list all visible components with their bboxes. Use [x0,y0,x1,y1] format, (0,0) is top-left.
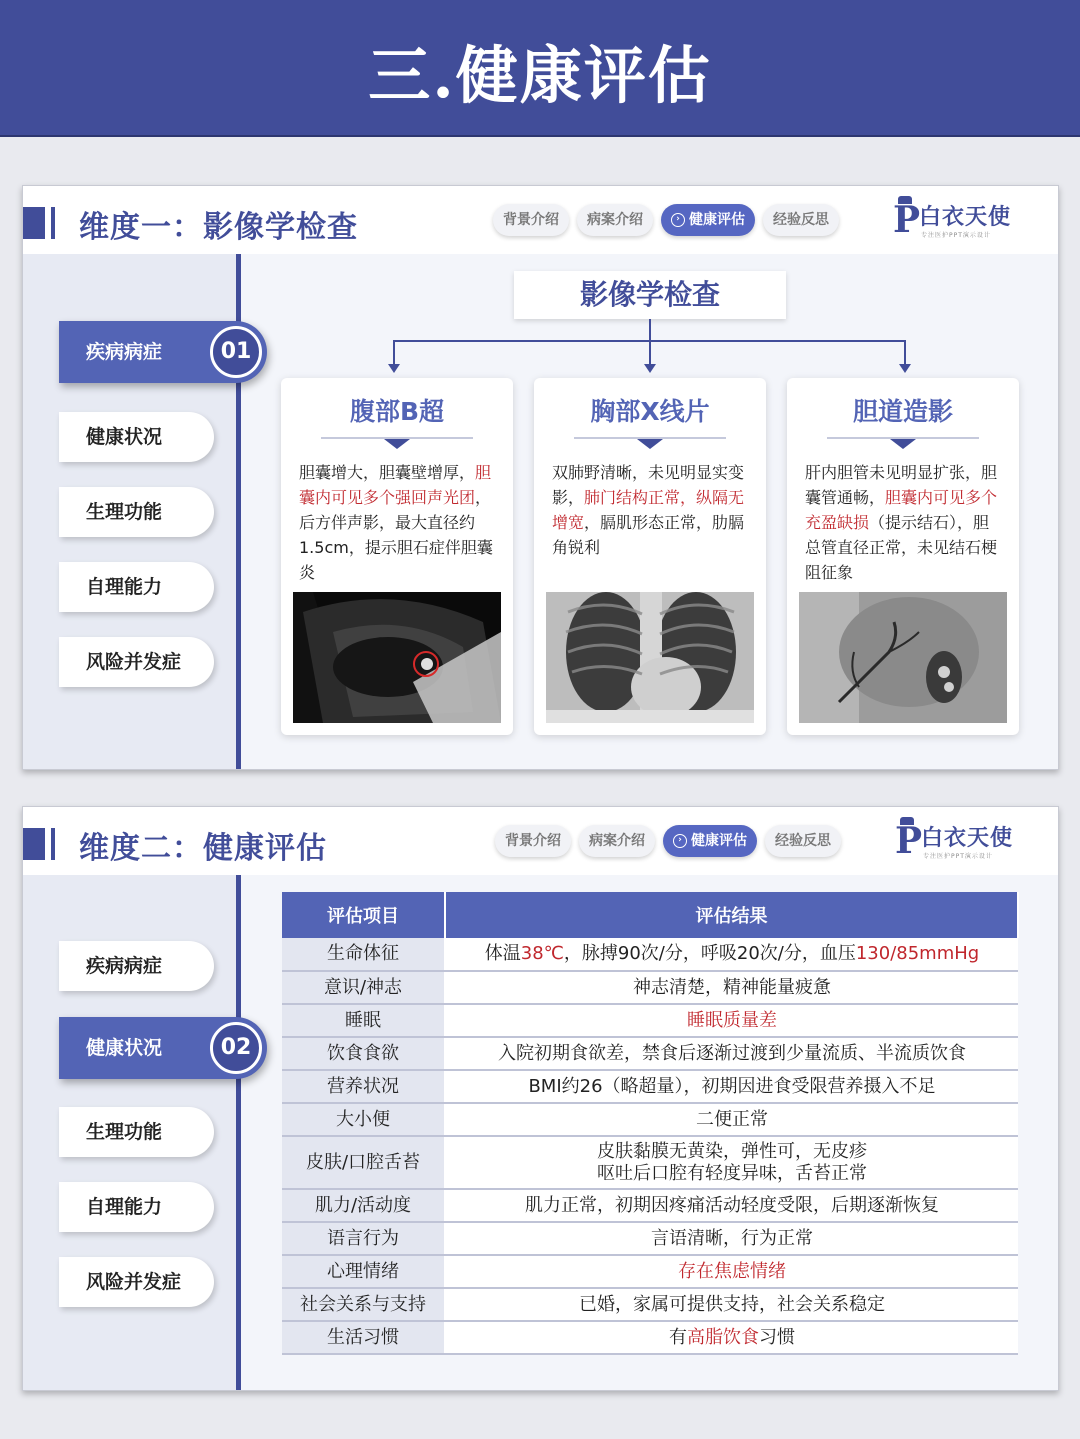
highlight-segment: 存在焦虑情绪 [678,1260,786,1282]
cell-item: 语言行为 [282,1222,445,1255]
text-segment: 体温 [484,943,521,964]
cell-result [445,1189,1018,1222]
cell-item: 心理情绪 [282,1255,445,1288]
header-accent-line [51,207,55,239]
cell-result [445,1037,1018,1070]
section-number-badge: 01 [210,326,262,378]
highlight-segment: 肺门结构正常，纵隔无增宽 [552,488,745,532]
assessment-table [282,892,1019,1355]
text-segment: 双肺野清晰，未见明显实变影， [552,463,745,507]
table-row [282,1037,1018,1070]
section-nav [495,825,841,857]
brand-logo [895,817,1025,865]
banner-title: 三.健康评估 [368,39,712,112]
text-segment: 二便正常 [696,1108,768,1130]
slide-title: 维度二：健康评估 [79,831,327,866]
card-text [299,460,499,585]
sidebar-divider [236,875,241,1390]
slide-header [23,186,1058,254]
text-segment: ，膈肌形态正常，肋膈角锐利 [552,513,745,557]
title-banner [0,0,1080,137]
nav-pill-health-assessment[interactable] [663,825,757,857]
slide-health-assessment [22,806,1059,1391]
cell-item: 皮肤/口腔舌苔 [282,1136,445,1189]
cell-result [445,1288,1018,1321]
text-segment: 肌力正常，初期因疼痛活动轻度受限，后期逐渐恢复 [525,1194,939,1216]
text-segment: 皮肤黏膜无黄染，弹性可，无皮疹 [597,1140,867,1162]
card-title: 胸部X线片 [590,397,710,426]
cell-result [445,1070,1018,1103]
header-accent-bar [23,207,45,239]
cell-result [445,1004,1018,1037]
cell-result [445,938,1018,971]
sidebar-item-physiology[interactable]: 生理功能 [59,1107,214,1157]
logo-letter: P [895,820,923,862]
nav-pill-label: 健康评估 [691,833,747,849]
section-nav [493,204,839,236]
logo-subtitle: 专注医护PPT演示设计 [921,232,991,239]
cell-result [445,971,1018,1004]
card-cholangiography [787,378,1019,735]
text-segment: 胆囊增大，胆囊壁增厚， [299,463,476,482]
logo-text: 白衣天使 [919,205,1012,230]
cell-result [445,1136,1018,1189]
nav-pill-reflection[interactable]: 经验反思 [765,825,841,857]
triangle-down-icon [637,439,663,449]
table-header-row [282,892,1018,938]
nav-pill-health-assessment[interactable] [661,204,755,236]
triangle-down-icon [890,439,916,449]
brand-logo [893,196,1023,244]
sidebar-item-health-status[interactable]: 健康状况 [59,412,214,462]
highlight-segment: 胆囊内可见多个充盈缺损 [805,488,998,532]
cell-item: 生活习惯 [282,1321,445,1354]
sidebar-item-disease[interactable]: 疾病病症 [59,941,214,991]
logo-letter: P [893,199,921,241]
card-title: 胆道造影 [852,397,953,426]
header-accent-bar [23,828,45,860]
highlight-segment: 38℃ [520,943,564,964]
cell-item: 意识/神志 [282,971,445,1004]
sidebar-item-health-status[interactable] [59,1017,267,1079]
highlight-segment: 高脂饮食 [687,1326,759,1348]
chevron-right-icon: › [673,834,687,848]
card-text [552,460,752,560]
card-title: 腹部B超 [349,397,445,426]
tree-connector [649,319,651,341]
tree-connector [393,340,395,366]
text-segment: 呕吐后口腔有轻度异味，舌苔正常 [597,1162,867,1184]
table-row [282,1288,1018,1321]
cell-item: 社会关系与支持 [282,1288,445,1321]
slide-body [23,875,1058,1390]
sidebar-item-disease[interactable] [59,321,267,383]
nav-pill-case[interactable]: 病案介绍 [577,204,653,236]
ultrasound-image [293,592,501,723]
table-row [282,971,1018,1004]
chevron-right-icon: › [671,213,685,227]
text-segment: BMI约26（略超量），初期因进食受限营养摄入不足 [528,1075,936,1097]
table-row [282,1255,1018,1288]
cell-result [445,1255,1018,1288]
table-body [282,938,1018,1354]
tree-connector [649,340,651,366]
slide-imaging [22,185,1059,770]
text-segment: 入院初期食欲差，禁食后逐渐过渡到少量流质、半流质饮食 [498,1042,966,1064]
table-row [282,1222,1018,1255]
sidebar-item-physiology[interactable]: 生理功能 [59,487,214,537]
arrow-down-icon [388,364,400,373]
cell-item: 饮食食欲 [282,1037,445,1070]
nav-pill-case[interactable]: 病案介绍 [579,825,655,857]
nav-pill-reflection[interactable]: 经验反思 [763,204,839,236]
header-accent-line [51,828,55,860]
nav-pill-background[interactable]: 背景介绍 [493,204,569,236]
section-number-badge: 02 [210,1022,262,1074]
sidebar-item-label: 疾病病症 [86,341,163,363]
arrow-down-icon [899,364,911,373]
cell-result [445,1222,1018,1255]
tree-connector [904,340,906,366]
table-row [282,1136,1018,1189]
text-segment: （提示结石），胆总管直径正常，未见结石梗阻征象 [805,513,998,582]
cell-item: 睡眠 [282,1004,445,1037]
cell-result [445,1321,1018,1354]
nav-pill-label: 健康评估 [689,212,745,228]
tree-root-title: 影像学检查 [514,271,786,319]
text-segment: ，后方伴声影，最大直径约1.5cm，提示胆石症伴胆囊炎 [299,488,493,582]
text-segment: 神志清楚，精神能量疲惫 [633,976,831,998]
table-row [282,938,1018,971]
chest-xray-image [546,592,754,723]
nav-pill-background[interactable]: 背景介绍 [495,825,571,857]
cell-item: 大小便 [282,1103,445,1136]
sidebar-item-self-care[interactable]: 自理能力 [59,1182,214,1232]
card-abdominal-ultrasound [281,378,513,735]
table-row [282,1189,1018,1222]
slide-header [23,807,1058,875]
cell-item: 肌力/活动度 [282,1189,445,1222]
slide-title: 维度一：影像学检查 [79,210,358,245]
cell-item: 营养状况 [282,1070,445,1103]
text-segment: 肝内胆管未见明显扩张，胆囊管通畅， [805,463,998,507]
cell-result [445,1103,1018,1136]
column-header-item: 评估项目 [282,892,445,938]
table-row [282,1070,1018,1103]
table-row [282,1004,1018,1037]
card-text [805,460,1005,585]
sidebar-item-label: 健康状况 [86,1037,163,1059]
table-row [282,1321,1018,1354]
arrow-down-icon [644,364,656,373]
text-segment: 习惯 [759,1326,795,1348]
cholangiography-image [799,592,1007,723]
text-segment: 言语清晰，行为正常 [651,1227,813,1249]
highlight-segment: 睡眠质量差 [687,1009,777,1031]
sidebar-item-risk[interactable]: 风险并发症 [59,637,214,687]
table-row [282,1103,1018,1136]
logo-text: 白衣天使 [921,826,1014,851]
text-segment: 已婚，家属可提供支持，社会关系稳定 [579,1293,885,1315]
highlight-segment: 130/85mmHg [855,943,980,964]
text-segment: 有 [669,1326,687,1348]
logo-subtitle: 专注医护PPT演示设计 [923,853,993,860]
column-header-result: 评估结果 [445,892,1018,938]
highlight-segment: 胆囊内可见多个强回声光团 [299,463,492,507]
triangle-down-icon [384,439,410,449]
sidebar-item-self-care[interactable]: 自理能力 [59,562,214,612]
sidebar-item-risk[interactable]: 风险并发症 [59,1257,214,1307]
slide-body [23,254,1058,769]
card-chest-xray [534,378,766,735]
cell-item: 生命体征 [282,938,445,971]
text-segment: ，脉搏90次/分，呼吸20次/分，血压 [563,943,856,964]
